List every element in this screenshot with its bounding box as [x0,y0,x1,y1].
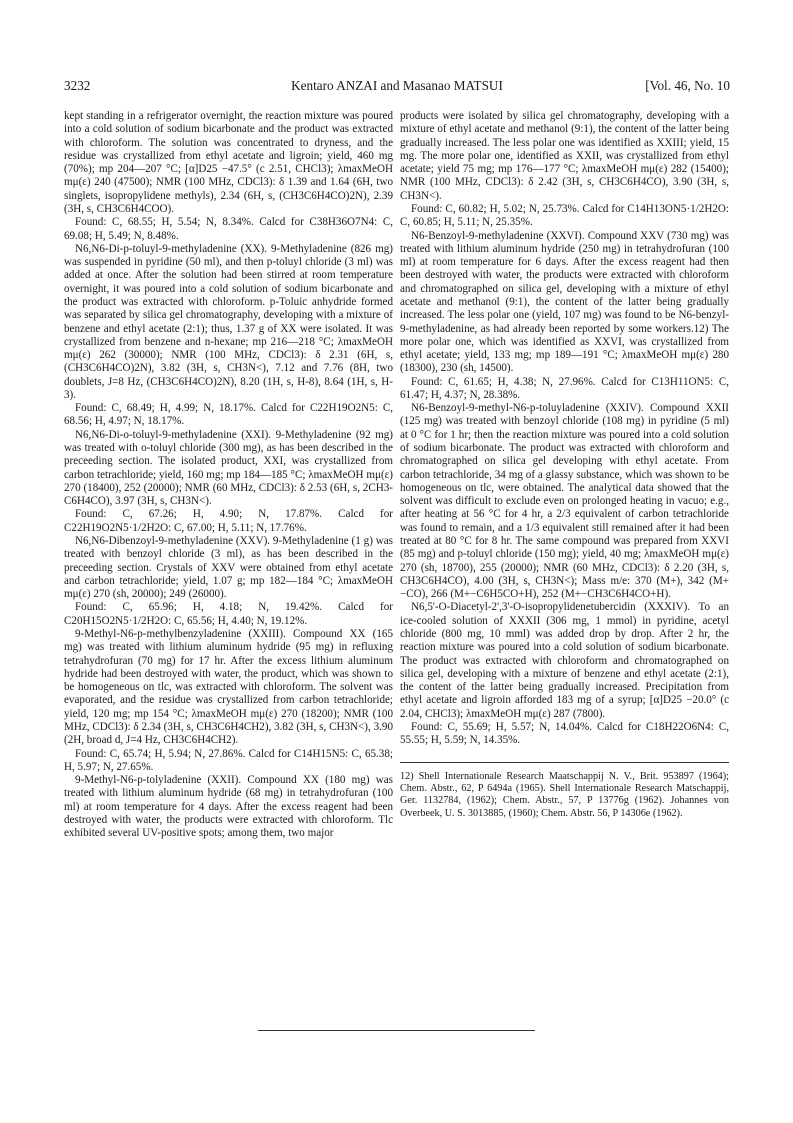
left-column [64,110,393,840]
paragraph: 9-Methyl-N6-p-methylbenzyladenine (XXIII). Compound XX (165 mg) was treated with lithium aluminum hydride (95 mg) in refluxing tetrahydrofuran (70 mg) for 17 hr. After the excess lithium aluminum hydride had been destroyed with water, the product, which was shown to be homogeneous on tlc, was extracted with chloroform. The solvent was evaporated, and the residue was crystallized from carbon tetrachloride; yield, 120 mg; mp 154 °C; λmaxMeOH mμ(ε) 270 (18200); NMR (100 MHz, CDCl3): δ 2.34 (3H, s, CH3C6H4CH2), 3.82 (3H, s, CH3N<), 3.90 (2H, broad d, J=4 Hz, CH3C6H4CH2). [64,627,393,747]
paragraph: N6,N6-Di-o-toluyl-9-methyladenine (XXI). 9-Methyladenine (92 mg) was treated with o-toluyl chloride (300 mg), as has been described in the preceeding section. The isolated product, XXI, was crystallized from carbon tetrachloride; yield, 160 mg; mp 184—185 °C; λmaxMeOH mμ(ε) 270 (18400), 252 (20000); NMR (60 MHz, CDCl3): δ 2.53 (6H, s, 2CH3-C6H4CO), 3.97 (3H, s, CH3N<). [64,428,393,508]
paragraph: Found: C, 68.55; H, 5.54; N, 8.34%. Calcd for C38H36O7N4: C, 69.08; H, 5.49; N, 8.48%. [64,216,393,242]
paragraph: kept standing in a refrigerator overnight, the reaction mixture was poured into a cold solution of sodium bicarbonate and the product was extracted with chloroform. The solution was concentrated to dryness, and the residue was crystallized from ethyl acetate and ligroin; yield, 460 mg (70%); mp 204—207 °C; [α]D25 −47.5° (c 2.51, CHCl3); λmaxMeOH mμ(ε) 240 (47500); NMR (100 MHz, CDCl3): δ 1.39 and 1.64 (6H, two singlets, isopropylidene methyls), 2.34 (6H, s, (CH3C6H4CO)2N), 2.39 (3H, s, CH3C6H4COO). [64,110,393,215]
right-column [400,110,729,820]
paragraph: N6,5'-O-Diacetyl-2',3'-O-isopropylidenetubercidin (XXXIV). To an ice-cooled solution of XXXII (306 mg, 1 mmol) in pyridine, acetyl chloride (800 mg, 10 mml) was added drop by drop. After 2 hr, the reaction mixture was poured into a cold solution of sodium bicarbonate. The product was extracted with chloroform and chromatographed on silica gel, developing with a mixture of benzene and ethyl acetate (2:1), the content of the latter being gradually increased. Precipitation from ethyl acetate and ligroin afforded 183 mg of a syrup; [α]D25 −20.0° (c 2.04, CHCl3); λmaxMeOH mμ(ε) 287 (7800). [400,601,729,720]
end-rule [258,1030,535,1031]
footnote-block [400,762,729,821]
paragraph: N6-Benzoyl-9-methyladenine (XXVI). Compound XXV (730 mg) was treated with lithium aluminum hydride (250 mg) in tetrahydrofuran (100 ml) at room temperature for 6 days. After the excess reagent had then been destroyed with water, the products were extracted with chloroform and chromatographed on silica gel, developing with a mixture of ethyl acetate and methanol (9:1), the content of the latter being gradually increased. The less polar one (yield, 107 mg) was found to be N6-benzyl-9-methyladenine, as had already been reported by some workers.12) The more polar one, which was identified as XXVI, was crystallized from ethyl acetate; yield, 133 mg; mp 189—191 °C; λmaxMeOH mμ(ε) 280 (18300), 230 (sh, 14500). [400,229,729,375]
paragraph: Found: C, 67.26; H, 4.90; N, 17.87%. Calcd for C22H19O2N5·1/2H2O: C, 67.00; H, 5.11; N, 17.76%. [64,508,393,534]
paragraph: Found: C, 60.82; H, 5.02; N, 25.73%. Calcd for C14H13ON5·1/2H2O: C, 60.85; H, 5.11; N, 25.35%. [400,202,729,229]
journal-volume: [Vol. 46, No. 10 [645,78,730,93]
paragraph: N6,N6-Di-p-toluyl-9-methyladenine (XX). 9-Methyladenine (826 mg) was suspended in pyridine (50 ml), and then p-toluyl chloride (3 ml) was added at once. After the solution had been stirred at room temperature overnight, it was poured into a cold solution of sodium bicarbonate and the product was extracted with chloroform. p-Toluic anhydride formed was separated by silica gel chromatography, developing with a mixture of benzene and ethyl acetate (2:1); thus, 1.37 g of XX were isolated. It was crystallized from benzene and n-hexane; mp 216—218 °C; λmaxMeOH mμ(ε) 262 (30000); NMR (100 MHz, CDCl3): δ 2.31 (6H, s, (CH3C6H4CO)2N), 3.82 (3H, s, CH3N<), 7.12 and 7.76 (8H, two doublets, J=8 Hz, (CH3C6H4CO)2N), 8.20 (1H, s, H-8), 8.64 (1H, s, H-3). [64,242,393,401]
paragraph: Found: C, 68.49; H, 4.99; N, 18.17%. Calcd for C22H19O2N5: C, 68.56; H, 4.97; N, 18.17%. [64,402,393,428]
paragraph: Found: C, 65.96; H, 4.18; N, 19.42%. Calcd for C20H15O2N5·1/2H2O: C, 65.56; H, 4.40; N, 19.12%. [64,601,393,627]
paragraph: N6,N6-Dibenzoyl-9-methyladenine (XXV). 9-Methyladenine (1 g) was treated with benzoyl chloride (3 ml), as has been described in the preceeding section. Crystals of XXV were obtained from ethyl acetate and carbon tetrachloride; yield, 1.07 g; mp 182—184 °C; λmaxMeOH mμ(ε) 270 (sh, 20000); 249 (26000). [64,535,393,601]
running-authors: Kentaro ANZAI and Masanao MATSUI [291,78,503,93]
footnote: 12) Shell Internationale Research Maatschappij N. V., Brit. 953897 (1964); Chem. Abstr., 62, P 6494a (1965). Shell Internationale Research Matschappij, Ger. 1132784, (1962); Chem. Abstr., 57, P 13776g (1962). Johannes von Overbeek, U. S. 3013885, (1960); Chem. Abstr. 56, P 14306e (1962). [400,770,729,819]
paragraph: Found: C, 55.69; H, 5.57; N, 14.04%. Calcd for C18H22O6N4: C, 55.55; H, 5.59; N, 14.35%. [400,720,729,747]
paragraph: Found: C, 65.74; H, 5.94; N, 27.86%. Calcd for C14H15N5: C, 65.38; H, 5.97; N, 27.65%. [64,747,393,773]
paragraph: N6-Benzoyl-9-methyl-N6-p-toluyladenine (XXIV). Compound XXII (125 mg) was treated with benzoyl chloride (108 mg) in pyridine (5 ml) at 0 °C for 1 hr; then the reaction mixture was poured into a cold solution of sodium bicarbonate. The product was extracted with chloroform and chromatographed on silica gel developing with ethyl acetate. From carbon tetrachloride, 34 mg of a glassy substance, which was shown to be homogeneous on tlc, were obtained. The analytical data showed that the solvent was difficult to exclude even on prolonged heating in vacuo; e.g., after heating at 56 °C for 4 hr, a 2/3 equivalent of carbon tetrachloride was found to remain, and a 1/3 equivalent still remained after it had been treated at 80 °C for 8 hr. The same compound was prepared from XXVI (85 mg) and p-toluyl chloride (150 mg); yield, 40 mg; λmaxMeOH mμ(ε) 270 (sh, 18700), 255 (20000); NMR (60 MHz, CDCl3): δ 2.20 (3H, s, CH3C6H4CO), 4.00 (3H, s, CH3N<); Mass m/e: 370 (M+), 342 (M+−CO), 266 (M+−C6H5CO+H), 252 (M+−CH3C6H4CO+H). [400,402,729,601]
page-number: 3232 [64,78,91,93]
paragraph: 9-Methyl-N6-p-tolyladenine (XXII). Compound XX (180 mg) was treated with lithium aluminum hydride (68 mg) in tetrahydrofuran (100 ml) at room temperature for 4 days. After the excess reagent had been destroyed with water, the products were extracted with chloroform. Tlc exhibited several UV-positive spots; among them, two major [64,774,393,840]
paragraph: products were isolated by silica gel chromatography, developing with a mixture of ethyl acetate and methanol (9:1), the content of the latter being gradually increased. The less polar one was identified as XXIII; yield, 15 mg. The more polar one, identified as XXII, was crystallized from ethyl acetate; yield 75 mg; mp 176—177 °C; λmaxMeOH mμ(ε) 282 (15400); NMR (100 MHz, CDCl3): δ 2.42 (3H, s, CH3C6H4CO), 3.90 (3H, s, CH3N<). [400,110,729,202]
paragraph: Found: C, 61.65; H, 4.38; N, 27.96%. Calcd for C13H11ON5: C, 61.47; H, 4.37; N, 28.38%. [400,375,729,401]
page-header [64,78,730,96]
